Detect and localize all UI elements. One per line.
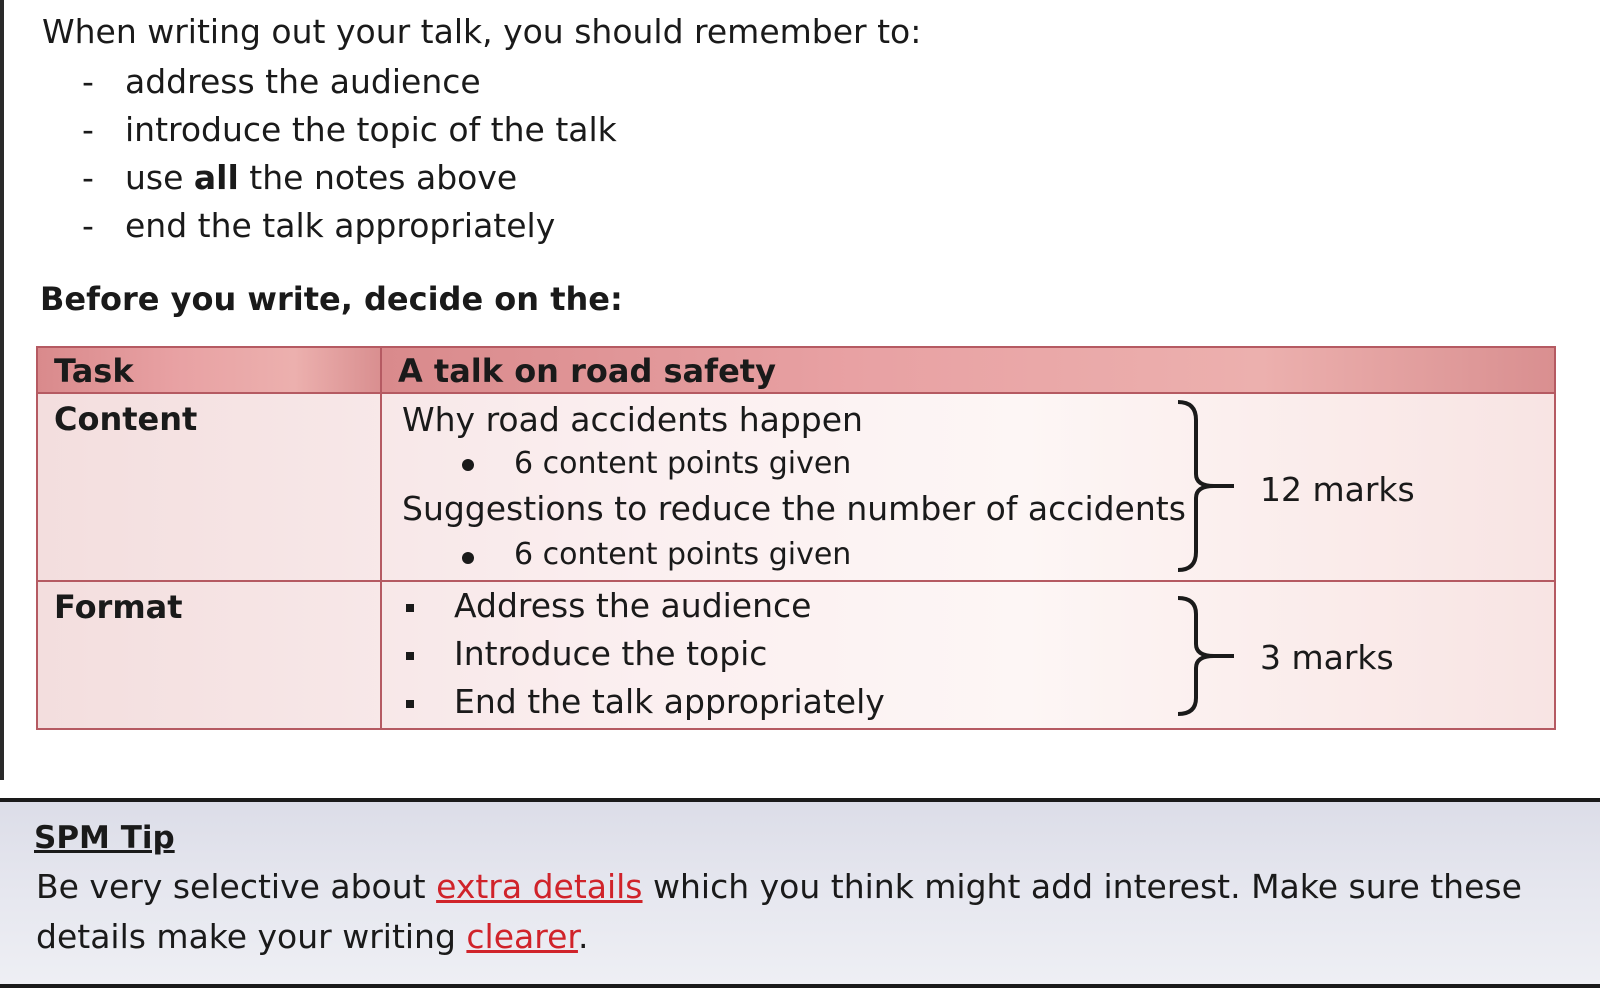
intro-section — [42, 12, 921, 250]
reminder-item — [42, 202, 921, 250]
left-margin-rule — [0, 0, 4, 780]
content-line: Why road accidents happen — [402, 400, 863, 439]
reminder-text-emphasis: all — [193, 158, 239, 197]
content-bullet: 6 content points given — [514, 537, 852, 572]
tip-highlight: clearer — [466, 917, 578, 956]
curly-brace-icon — [1172, 594, 1242, 718]
tip-highlight: extra details — [436, 867, 643, 906]
header-task-title: A talk on road safety — [381, 347, 1555, 393]
square-bullet — [406, 652, 414, 660]
task-table — [36, 346, 1556, 730]
content-label: Content — [37, 393, 381, 581]
format-item: Address the audience — [454, 586, 812, 625]
tip-text — [36, 862, 1536, 962]
reminder-list — [42, 58, 921, 250]
tip-text-part: which you think might add interest. Make sure these details make your writing — [36, 867, 1522, 956]
reminder-text: end the talk appropriately — [125, 206, 556, 245]
tip-title: SPM Tip — [34, 820, 175, 856]
reminder-text — [125, 158, 517, 198]
curly-brace-icon — [1172, 398, 1242, 574]
bullet-dot — [462, 552, 474, 564]
content-cell — [381, 393, 1555, 581]
header-task: Task — [37, 347, 381, 393]
reminder-item — [42, 58, 921, 106]
format-label: Format — [37, 581, 381, 729]
tip-text-part: . — [577, 917, 589, 956]
reminder-text: introduce the topic of the talk — [125, 110, 617, 149]
square-bullet — [406, 700, 414, 708]
square-bullet — [406, 604, 414, 612]
intro-heading: When writing out your talk, you should remember to: — [42, 12, 922, 51]
content-row — [37, 393, 1555, 581]
format-row — [37, 581, 1555, 729]
reminder-text-post: the notes above — [238, 158, 518, 197]
reminder-item — [42, 106, 921, 154]
reminder-item — [42, 154, 921, 202]
format-marks: 3 marks — [1260, 638, 1394, 677]
dash-marker: - — [82, 62, 94, 101]
reminder-text-pre: use — [125, 158, 194, 197]
table-header-row — [37, 347, 1555, 393]
dash-marker: - — [82, 158, 94, 197]
bullet-dot — [462, 459, 474, 471]
format-item: End the talk appropriately — [454, 682, 885, 721]
content-bullet: 6 content points given — [514, 446, 852, 481]
dash-marker: - — [82, 110, 94, 149]
before-heading: Before you write, decide on the: — [40, 280, 623, 318]
content-line: Suggestions to reduce the number of accidents — [402, 489, 1186, 528]
reminder-text: address the audience — [125, 62, 481, 101]
format-item: Introduce the topic — [454, 634, 768, 673]
content-marks: 12 marks — [1260, 470, 1415, 509]
spm-tip-box — [0, 798, 1600, 988]
format-cell — [381, 581, 1555, 729]
tip-text-part: Be very selective about — [36, 867, 437, 906]
dash-marker: - — [82, 206, 94, 245]
